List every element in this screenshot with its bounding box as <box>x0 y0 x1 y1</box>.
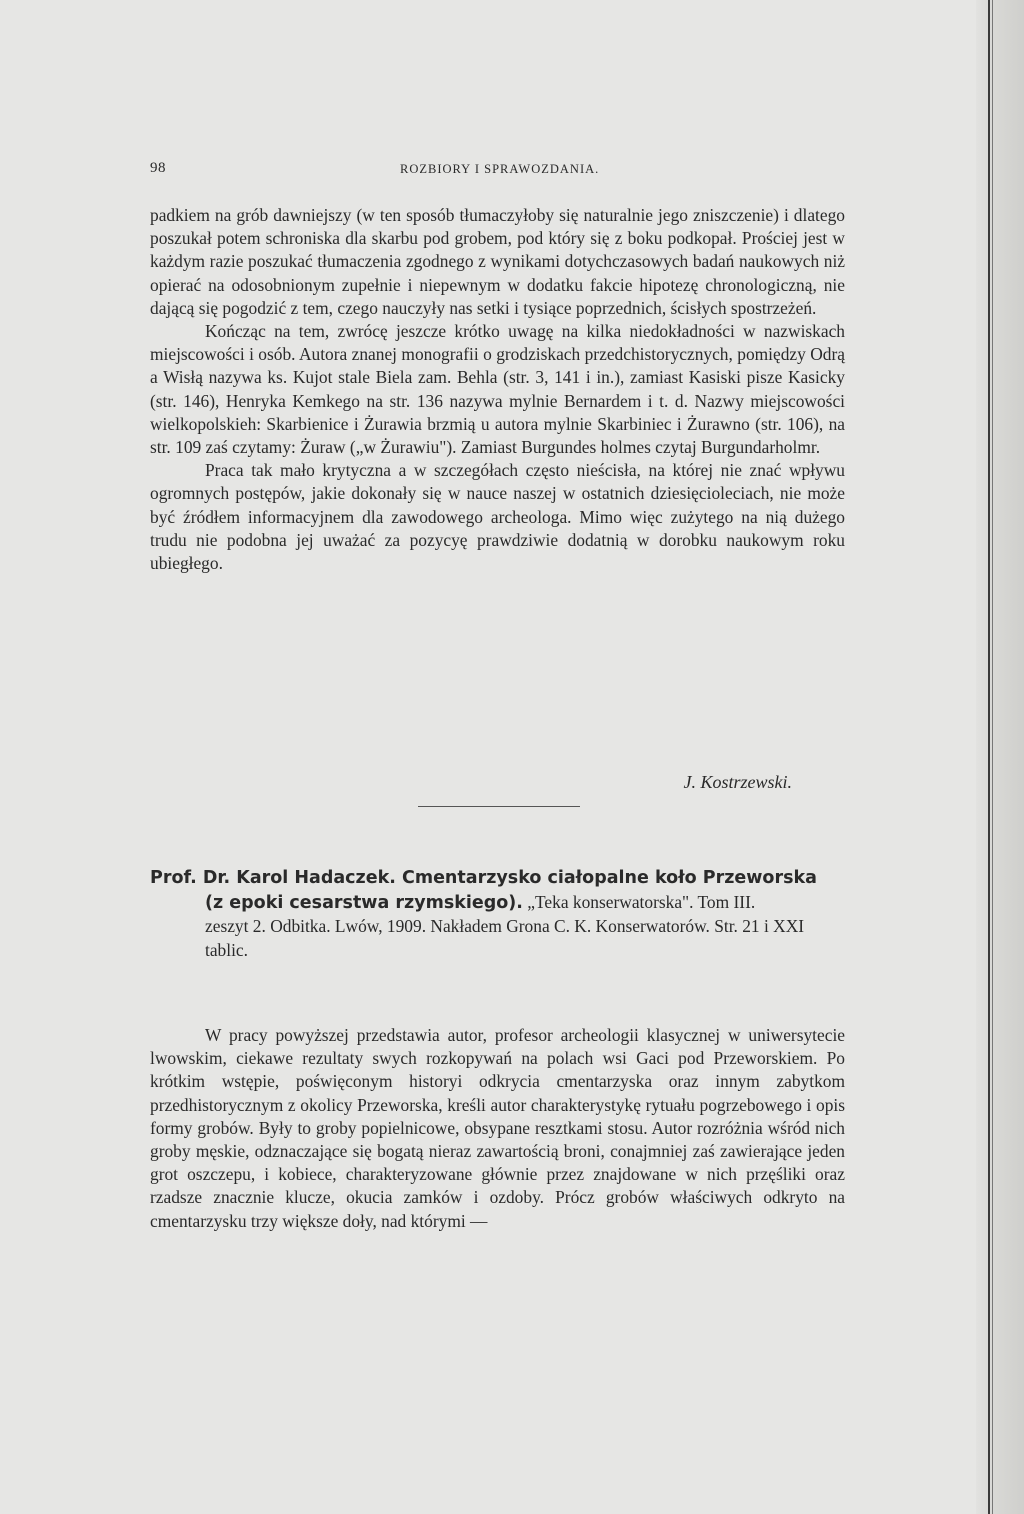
page-number: 98 <box>150 160 166 176</box>
bibliographic-entry <box>150 866 845 962</box>
paragraph: Kończąc na tem, zwrócę jeszcze krótko uwagę na kilka niedokładności w nazwiskach miejscowości i osób. Autora znanej monografii o grodziskach przedchistorycznych, pomiędzy Odrą a Wisłą nazywa ks. Kujot stale Biela zam. Behla (str. 3, 141 i in.), zamiast Kasiski pisze Kasicky (str. 146), Henryka Kemkego na str. 136 nazywa mylnie Bernardem i t. d. Nazwy miejscowości wielkopolskieh: Skarbienice i Żurawia brzmią u autora mylnie Skarbiniec i Żurawno (str. 106), na str. 109 zaś czytamy: Żuraw („w Żurawiu"). Zamiast Burgundes holmes czytaj Burgundarholmr. <box>150 321 845 458</box>
section-divider <box>418 806 580 807</box>
binding-line-thin <box>992 0 993 1514</box>
paragraph: Praca tak mało krytyczna a w szczegółach często nieścisła, na której nie znać wpływu ogromnych postępów, jakie dokonały się w nauce naszej w ostatnich dziesięcioleciach, nie może być źródłem informacyjnem dla zawodowego archeologa. Mimo więc zużytego na nią dużego trudu nie podobna jej uważać za pozycyę prawdziwie dodatnią w dorobku naukowym roku ubiegłego. <box>150 460 845 574</box>
bib-details: zeszyt 2. Odbitka. Lwów, 1909. Nakładem Grona C. K. Konserwatorów. Str. 21 i XXI tablic. <box>205 916 805 960</box>
review-2-body <box>150 1024 845 1233</box>
author-signature: J. Kostrzewski. <box>683 772 792 792</box>
running-head: ROZBIORY I SPRAWOZDANIA. <box>400 162 600 176</box>
page-header <box>150 160 845 184</box>
bib-title-line-2: (z epoki cesarstwa rzymskiego). <box>205 892 523 913</box>
paragraph: padkiem na grób dawniejszy (w ten sposób tłumaczyłoby się naturalnie jego zniszczenie) i dlatego poszukał potem schroniska dla skarbu pod grobem, pod który się z boku podkopał. Prościej jest w każdym razie poszukać tłumaczenia zgodnego z wynikami dotychczasowych badań naukowych niż opierać na odosobnionym zupełnie i niepewnym w dodatku fakcie hipotezę chronologiczną, nie dającą się pogodzić z tem, czego nauczyły nas setki i tysiące poprzednich, ścisłych spostrzeżeń. <box>150 205 845 318</box>
page-edge <box>976 0 1024 1514</box>
bib-title-line-1: Prof. Dr. Karol Hadaczek. Cmentarzysko ciałopalne koło Przeworska <box>150 868 817 888</box>
paragraph: W pracy powyższej przedstawia autor, profesor archeologii klasycznej w uniwersytecie lwowskim, ciekawe rezultaty swych rozkopywań na polach wsi Gaci pod Przeworskiem. Po krótkim wstępie, poświęconym historyi odkrycia cmentarzyska oraz innym zabytkom przedhistorycznym z okolicy Przeworska, kreśli autor charakterystykę rytuału pogrzebowego i opis formy grobów. Były to groby popielnicowe, obsypane resztkami stosu. Autor rozróżnia wśród nich groby męskie, odznaczające się bogatą nieraz zawartością broni, conajmniej zaś zawierające jeden grot oszczepu, i kobiece, charakteryzowane głównie przez znajdowane w nich przęśliki oraz rzadsze znacznie klucze, okucia zamków i ozdoby. Prócz grobów właściwych odkryto na cmentarzysku trzy większe doły, nad którymi — <box>150 1025 845 1231</box>
review-1-body <box>150 204 845 575</box>
binding-line <box>988 0 990 1514</box>
bib-series: „Teka konserwatorska". Tom III. <box>522 891 756 912</box>
